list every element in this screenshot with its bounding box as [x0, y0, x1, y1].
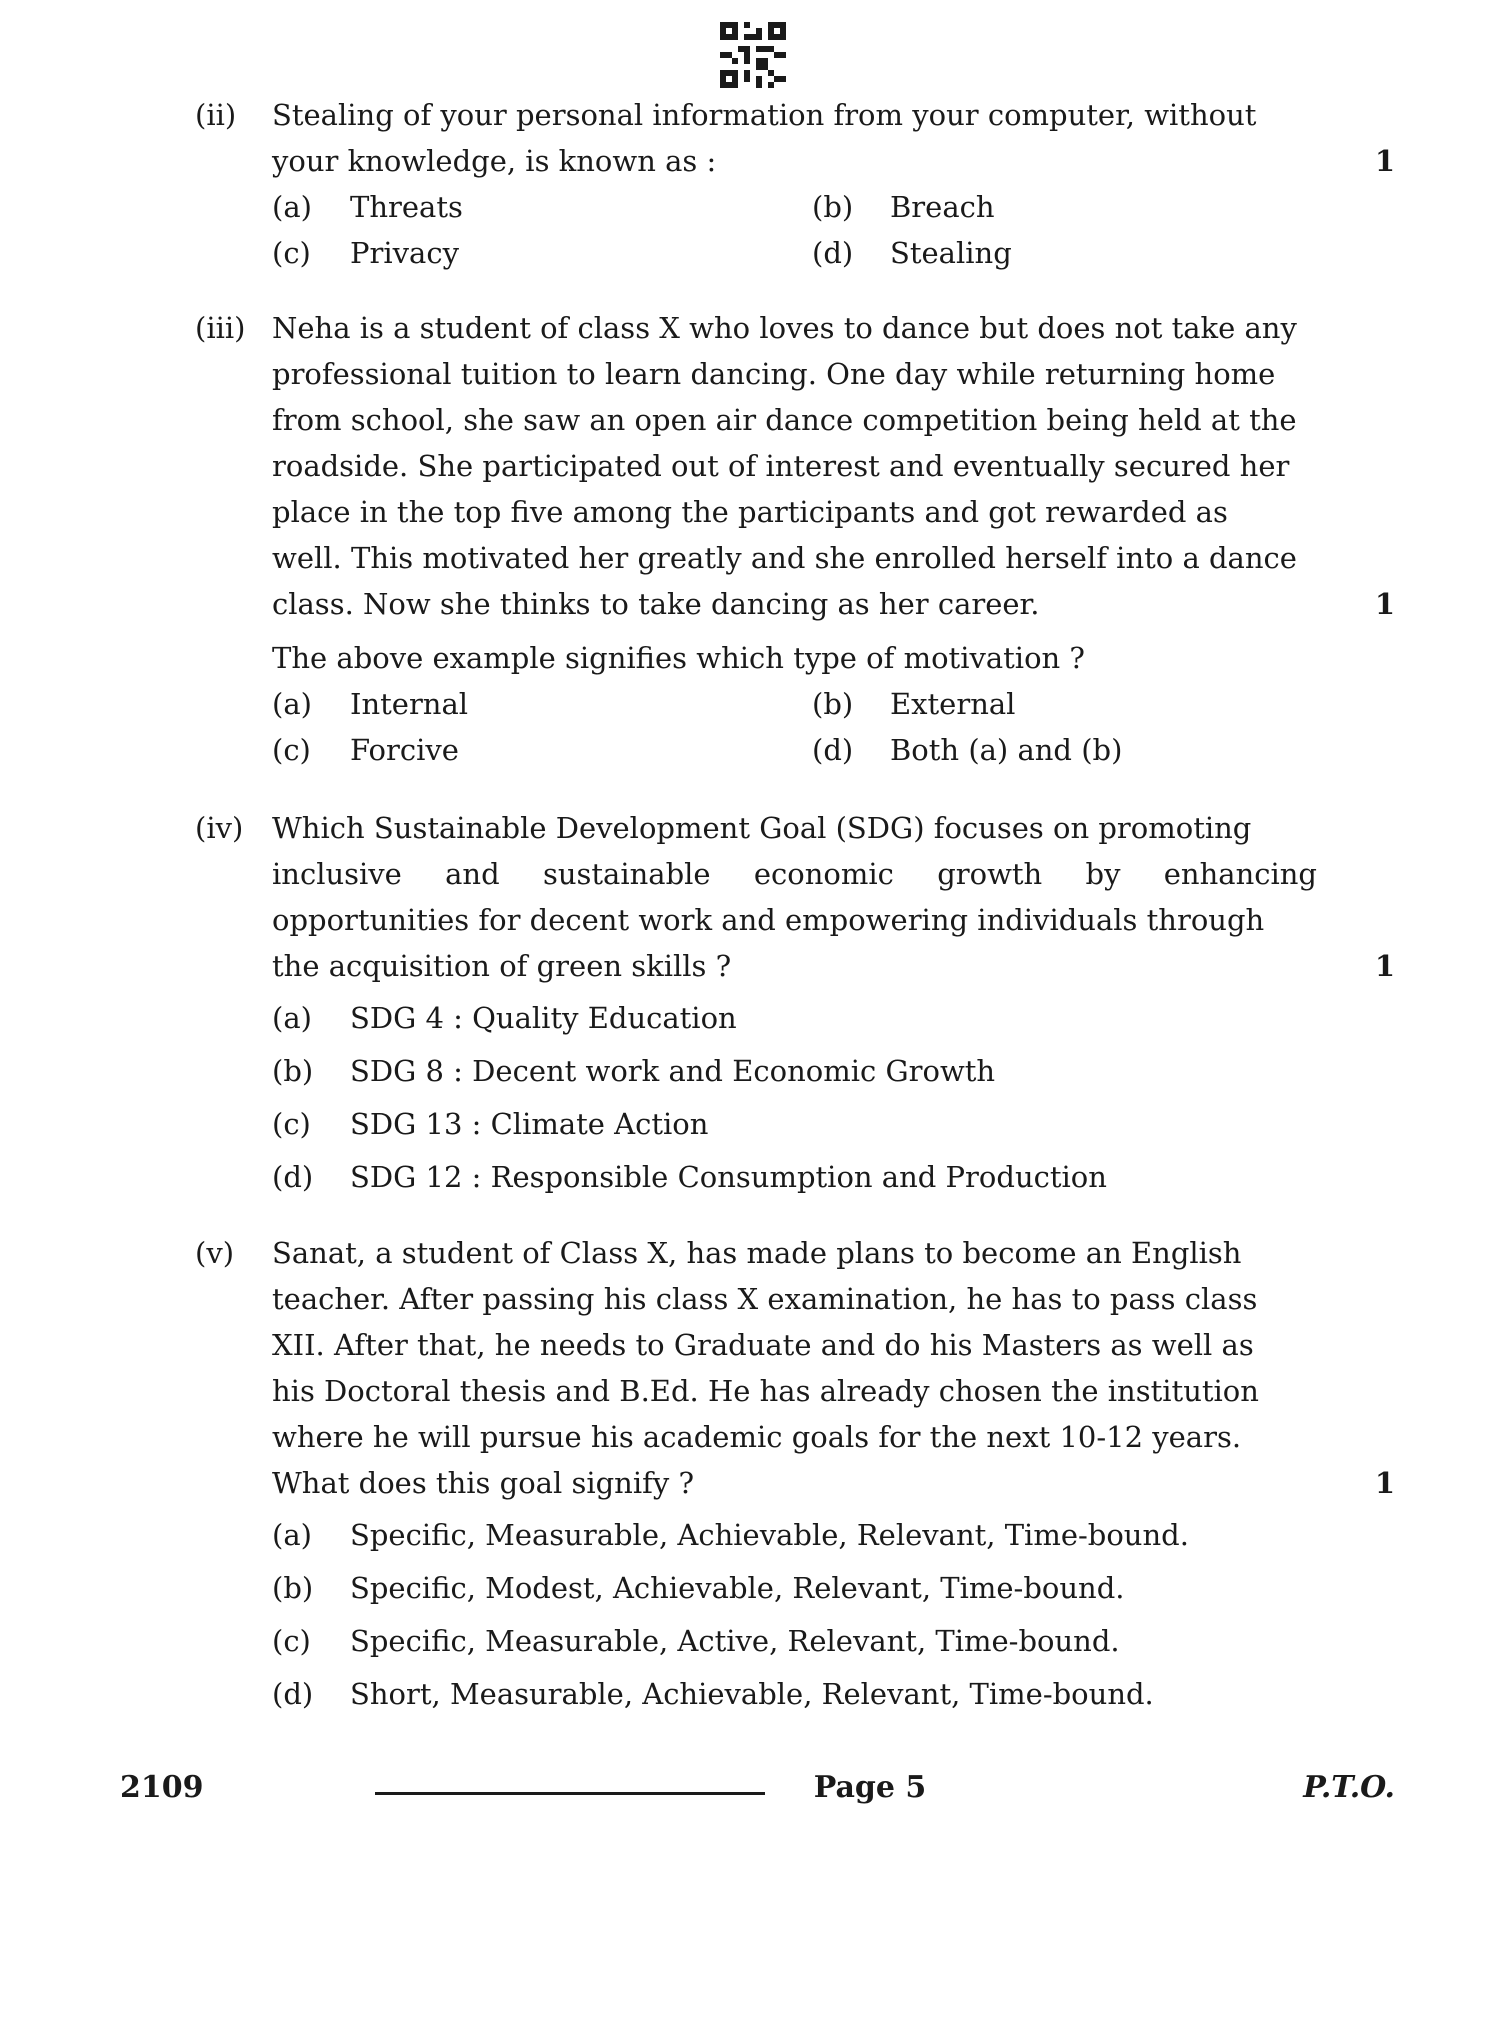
- marks: 1: [1374, 949, 1395, 983]
- pto-label: P.T.O.: [1303, 1770, 1395, 1805]
- page-number: Page 5: [813, 1770, 927, 1805]
- question-text-line: teacher. After passing his class X examination, he has to pass class: [272, 1282, 1258, 1316]
- option-text: SDG 4 : Quality Education: [350, 1001, 737, 1035]
- question-number: (ii): [195, 98, 237, 132]
- option-label: (b): [272, 1571, 314, 1605]
- option-b: [272, 1565, 1395, 1611]
- question-prompt: The above example signifies which type of motivation ?: [272, 641, 1085, 675]
- question-text-line: the acquisition of green skills ?: [272, 949, 732, 983]
- question-text-line: place in the top five among the participants and got rewarded as: [272, 495, 1228, 529]
- question-text-line: Which Sustainable Development Goal (SDG) focuses on promoting: [272, 811, 1252, 845]
- paper-code: 2109: [120, 1770, 204, 1805]
- options: [272, 1512, 1395, 1717]
- option-a: [272, 995, 1395, 1041]
- qr-code-icon: [720, 22, 786, 88]
- option-label: (b): [812, 687, 854, 721]
- question-text-line: where he will pursue his academic goals for the next 10-12 years.: [272, 1420, 1242, 1454]
- options: [272, 184, 1395, 276]
- question-text-line: your knowledge, is known as :: [272, 144, 717, 178]
- question-text-line: from school, she saw an open air dance competition being held at the: [272, 403, 1297, 437]
- question-text-line: Neha is a student of class X who loves to dance but does not take any: [272, 311, 1297, 345]
- option-label: (d): [812, 733, 854, 767]
- option-text: Stealing: [890, 236, 1012, 270]
- question-text-line: Stealing of your personal information from your computer, without: [272, 98, 1257, 132]
- option-text: Internal: [350, 687, 469, 721]
- question-iv: [195, 805, 1395, 1207]
- question-text: [272, 305, 1317, 627]
- option-label: (c): [272, 1107, 311, 1141]
- question-text: [272, 1230, 1317, 1506]
- page-footer: [120, 1770, 1395, 1820]
- option-label: (c): [272, 733, 311, 767]
- question-iii: [195, 305, 1395, 773]
- option-label: (a): [272, 1001, 312, 1035]
- question-ii: [195, 92, 1395, 276]
- option-label: (a): [272, 1518, 312, 1552]
- option-c: [272, 230, 812, 276]
- option-a: [272, 681, 812, 727]
- option-label: (a): [272, 190, 312, 224]
- question-text: [272, 92, 1317, 184]
- option-d: [812, 727, 1352, 773]
- option-b: [272, 1048, 1395, 1094]
- option-d: [272, 1671, 1395, 1717]
- option-label: (b): [272, 1054, 314, 1088]
- option-a: [272, 184, 812, 230]
- question-text: [272, 805, 1317, 989]
- option-label: (d): [272, 1677, 314, 1711]
- option-label: (c): [272, 236, 311, 270]
- question-number: (v): [195, 1236, 235, 1270]
- option-text: Threats: [350, 190, 463, 224]
- question-v: [195, 1230, 1395, 1724]
- option-b: [812, 681, 1352, 727]
- option-text: SDG 12 : Responsible Consumption and Production: [350, 1160, 1107, 1194]
- question-number: (iii): [195, 311, 246, 345]
- marks: 1: [1374, 587, 1395, 621]
- option-text: Privacy: [350, 236, 459, 270]
- option-c: [272, 1101, 1395, 1147]
- option-c: [272, 727, 812, 773]
- option-b: [812, 184, 1352, 230]
- option-text: Specific, Modest, Achievable, Relevant, Time-bound.: [350, 1571, 1125, 1605]
- option-a: [272, 1512, 1395, 1558]
- marks: 1: [1374, 1466, 1395, 1500]
- option-text: Breach: [890, 190, 995, 224]
- question-text-line: inclusive and sustainable economic growth by enhancing: [272, 857, 1317, 891]
- option-label: (a): [272, 687, 312, 721]
- option-text: External: [890, 687, 1016, 721]
- option-text: SDG 8 : Decent work and Economic Growth: [350, 1054, 996, 1088]
- question-text-line: What does this goal signify ?: [272, 1466, 695, 1500]
- option-label: (d): [812, 236, 854, 270]
- question-text-line: well. This motivated her greatly and she enrolled herself into a dance: [272, 541, 1297, 575]
- question-text-line: roadside. She participated out of interest and eventually secured her: [272, 449, 1290, 483]
- question-text-line: XII. After that, he needs to Graduate and do his Masters as well as: [272, 1328, 1254, 1362]
- question-text-line: his Doctoral thesis and B.Ed. He has already chosen the institution: [272, 1374, 1259, 1408]
- question-number: (iv): [195, 811, 244, 845]
- option-label: (b): [812, 190, 854, 224]
- option-label: (c): [272, 1624, 311, 1658]
- marks: 1: [1374, 144, 1395, 178]
- option-text: Short, Measurable, Achievable, Relevant, Time-bound.: [350, 1677, 1154, 1711]
- option-text: Specific, Measurable, Achievable, Relevant, Time-bound.: [350, 1518, 1189, 1552]
- option-text: Both (a) and (b): [890, 733, 1123, 767]
- option-c: [272, 1618, 1395, 1664]
- option-d: [812, 230, 1352, 276]
- question-text-line: Sanat, a student of Class X, has made plans to become an English: [272, 1236, 1242, 1270]
- option-d: [272, 1154, 1395, 1200]
- options: [272, 681, 1395, 773]
- option-label: (d): [272, 1160, 314, 1194]
- option-text: Specific, Measurable, Active, Relevant, Time-bound.: [350, 1624, 1120, 1658]
- option-text: Forcive: [350, 733, 459, 767]
- options: [272, 995, 1395, 1200]
- question-text-line: class. Now she thinks to take dancing as her career.: [272, 587, 1040, 621]
- question-text-line: opportunities for decent work and empowering individuals through: [272, 903, 1265, 937]
- question-text-line: professional tuition to learn dancing. One day while returning home: [272, 357, 1276, 391]
- option-text: SDG 13 : Climate Action: [350, 1107, 709, 1141]
